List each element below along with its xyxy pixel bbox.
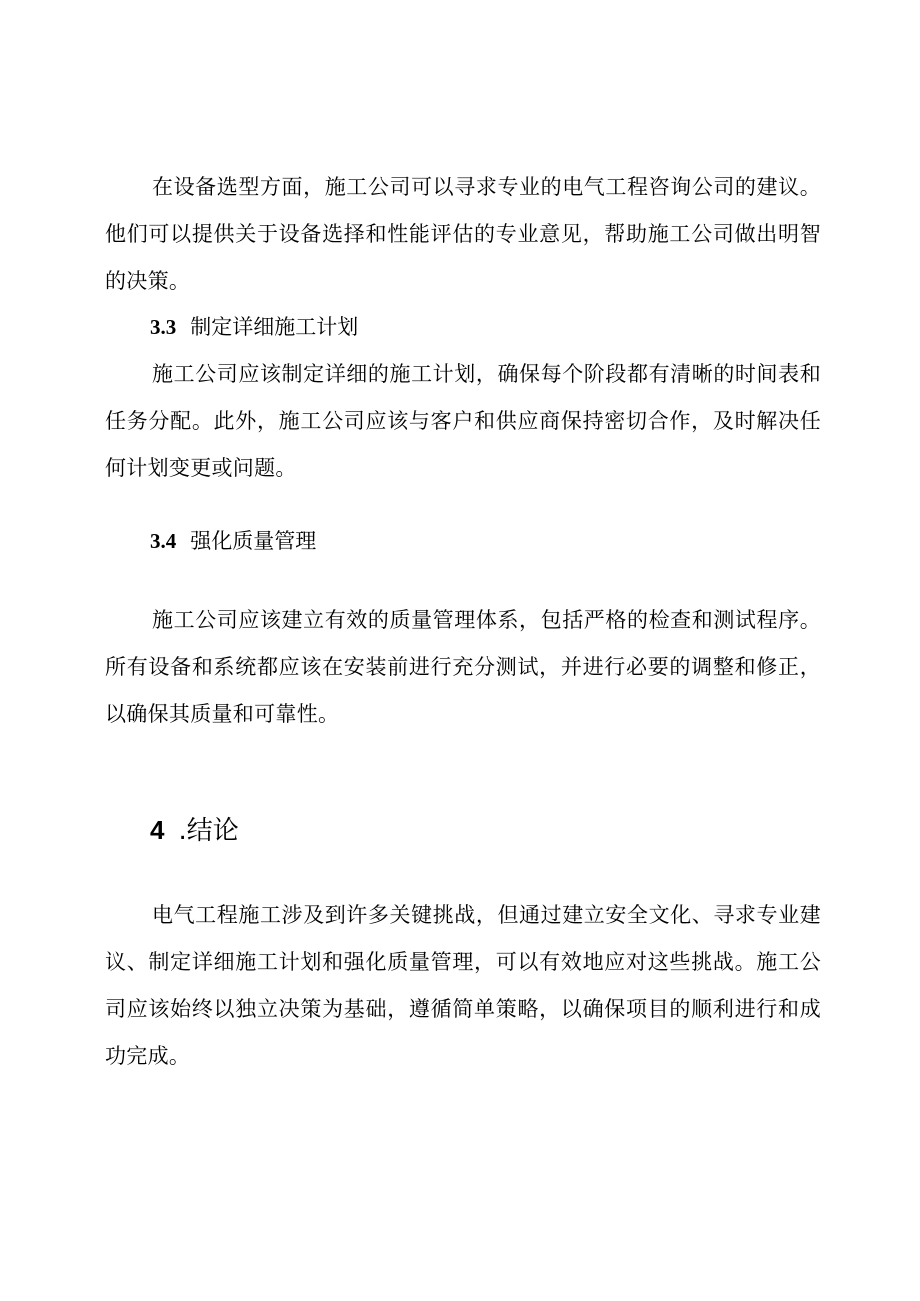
paragraph-quality-management: 施工公司应该建立有效的质量管理体系，包括严格的检查和测试程序。所有设备和系统都应该在安装前进行充分测试，并进行必要的调整和修正，以确保其质量和可靠性。 (105, 608, 821, 726)
section-title: .结论 (178, 816, 239, 846)
paragraph-construction-plan: 施工公司应该制定详细的施工计划，确保每个阶段都有清晰的时间表和任务分配。此外，施工公司应该与客户和供应商保持密切合作，及时解决任何计划变更或问题。 (105, 362, 821, 480)
section-heading-3-4 (150, 526, 316, 556)
section-number: 4 (150, 815, 165, 845)
section-heading-4-conclusion (150, 812, 239, 849)
paragraph-equipment-selection: 在设备选型方面，施工公司可以寻求专业的电气工程咨询公司的建议。他们可以提供关于设备选择和性能评估的专业意见，帮助施工公司做出明智的决策。 (105, 175, 821, 293)
section-number: 3.4 (150, 529, 177, 553)
paragraph-conclusion: 电气工程施工涉及到许多关键挑战，但通过建立安全文化、寻求专业建议、制定详细施工计划和强化质量管理，可以有效地应对这些挑战。施工公司应该始终以独立决策为基础，遵循简单策略，以确保项目的顺利进行和成功完成。 (105, 903, 821, 1068)
section-title: 强化质量管理 (190, 529, 317, 553)
section-number: 3.3 (150, 315, 177, 339)
section-heading-3-3 (150, 312, 358, 342)
section-title: 制定详细施工计划 (190, 315, 359, 339)
